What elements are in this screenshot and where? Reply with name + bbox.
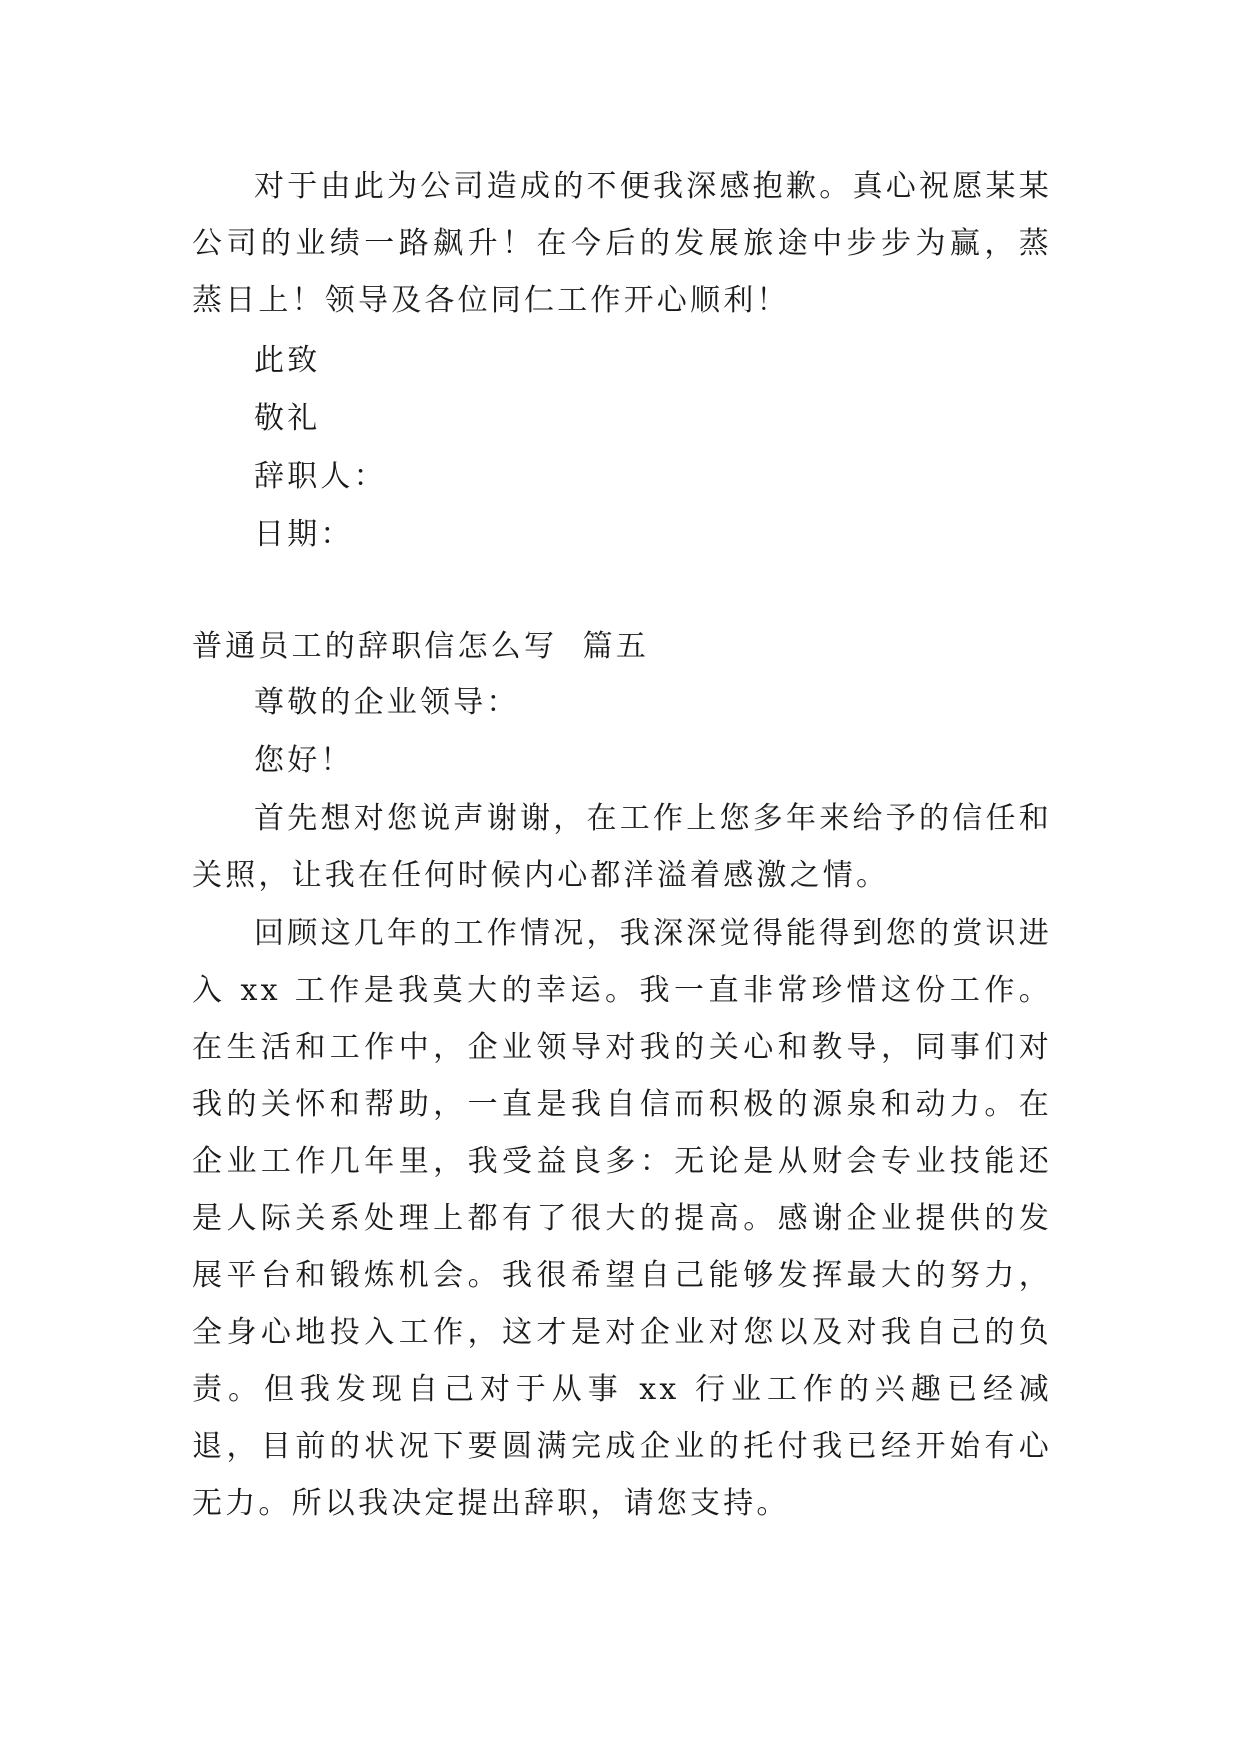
- closing-phrase-1: 此致: [254, 343, 321, 378]
- salutation: 尊敬的企业领导：: [254, 685, 520, 720]
- signer-label: 辞职人：: [254, 459, 387, 494]
- body-paragraph-thanks: 首先想对您说声谢谢，在工作上您多年来给予的信任和关照，让我在任何时候内心都洋溢着感激之情。: [192, 801, 1052, 893]
- body-paragraph-reason: 回顾这几年的工作情况，我深深觉得能得到您的赏识进入 xx 工作是我莫大的幸运。我一直非常珍惜这份工作。在生活和工作中，企业领导对我的关心和教导，同事们对我的关怀和帮助，一直是我自信而积极的源泉和动力。在企业工作几年里，我受益良多：无论是从财会专业技能还是人际关系处理上都有了很大的提高。感谢企业提供的发展平台和锻炼机会。我很希望自己能够发挥最大的努力，全身心地投入工作，这才是对企业对您以及对我自己的负责。但我发现自己对于从事 xx 行业工作的兴趣已经减退，目前的状况下要圆满完成企业的托付我已经开始有心无力。所以我决定提出辞职，请您支持。: [192, 916, 1052, 1521]
- closing-phrase-2: 敬礼: [254, 401, 321, 436]
- closing-paragraph: 对于由此为公司造成的不便我深感抱歉。真心祝愿某某公司的业绩一路飙升！在今后的发展旅途中步步为赢，蒸蒸日上！领导及各位同仁工作开心顺利！: [192, 169, 1052, 318]
- greeting: 您好！: [254, 743, 354, 778]
- date-label: 日期：: [254, 517, 354, 552]
- section-title: 普通员工的辞职信怎么写 篇五: [192, 629, 650, 664]
